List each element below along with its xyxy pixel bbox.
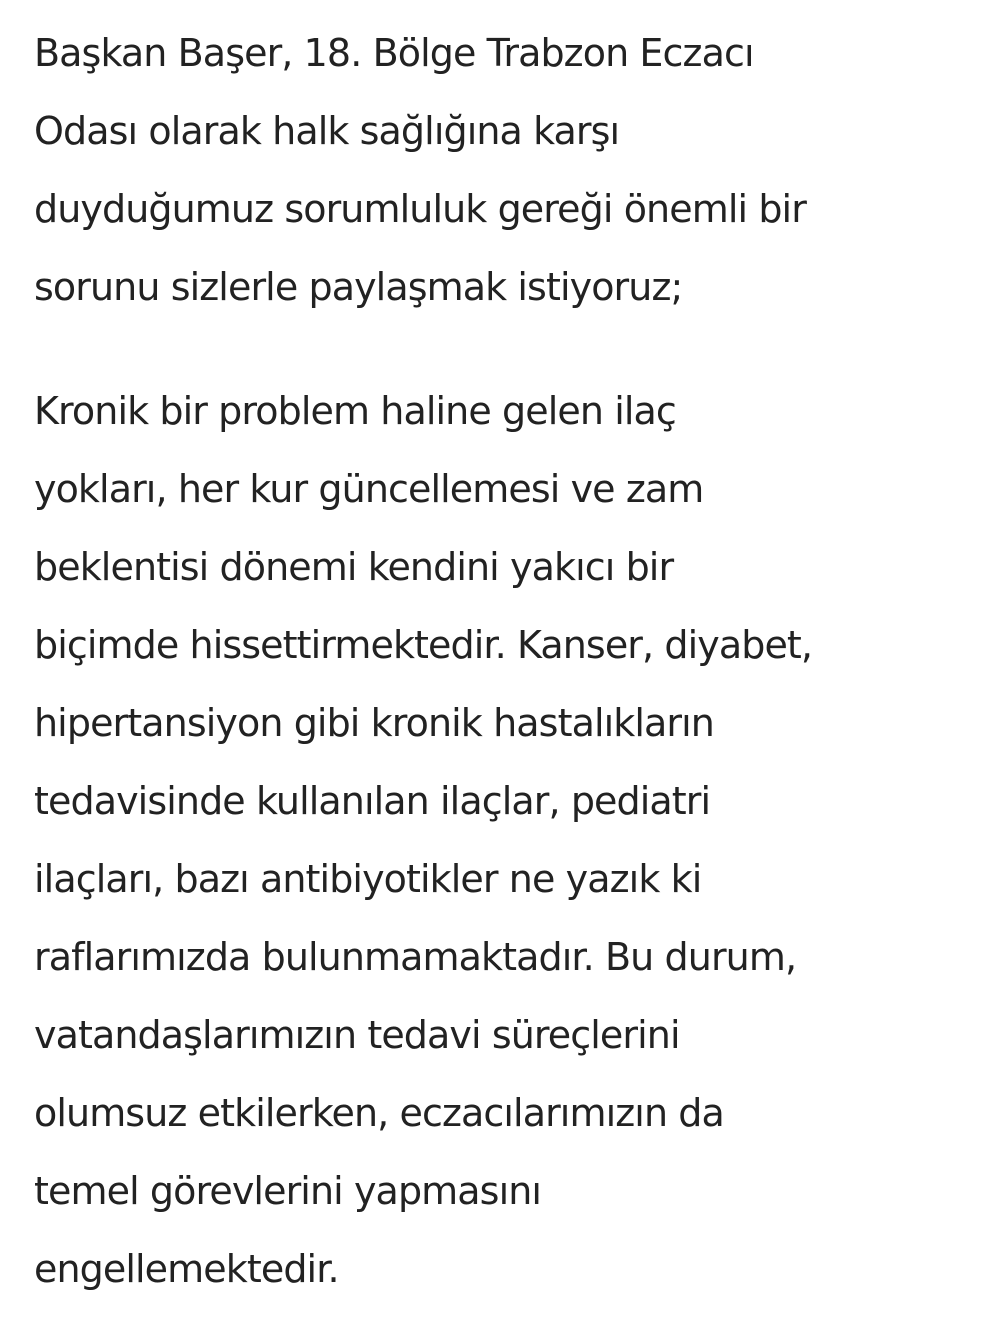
text-line: engellemektedir. — [34, 1247, 339, 1291]
text-line: tedavisinde kullanılan ilaçlar, pediatri — [34, 779, 711, 823]
text-line: Başkan Başer, 18. Bölge Trabzon Eczacı — [34, 31, 754, 75]
paragraph-intro — [34, 14, 989, 326]
text-line: olumsuz etkilerken, eczacılarımızın da — [34, 1091, 724, 1135]
text-line: yokları, her kur güncellemesi ve zam — [34, 467, 704, 511]
text-line: Odası olarak halk sağlığına karşı — [34, 109, 620, 153]
text-line: biçimde hissettirmektedir. Kanser, diyabet, — [34, 623, 813, 667]
paragraph-drug-shortage — [34, 372, 989, 1308]
text-line: beklentisi dönemi kendini yakıcı bir — [34, 545, 674, 589]
text-line: hipertansiyon gibi kronik hastalıkların — [34, 701, 714, 745]
text-line: raflarımızda bulunmamaktadır. Bu durum, — [34, 935, 797, 979]
text-line: Kronik bir problem haline gelen ilaç — [34, 389, 676, 433]
text-line: sorunu sizlerle paylaşmak istiyoruz; — [34, 265, 683, 309]
article-body — [34, 14, 989, 1308]
text-line: ilaçları, bazı antibiyotikler ne yazık ki — [34, 857, 702, 901]
text-line: temel görevlerini yapmasını — [34, 1169, 542, 1213]
text-line: duyduğumuz sorumluluk gereği önemli bir — [34, 187, 806, 231]
text-line: vatandaşlarımızın tedavi süreçlerini — [34, 1013, 680, 1057]
